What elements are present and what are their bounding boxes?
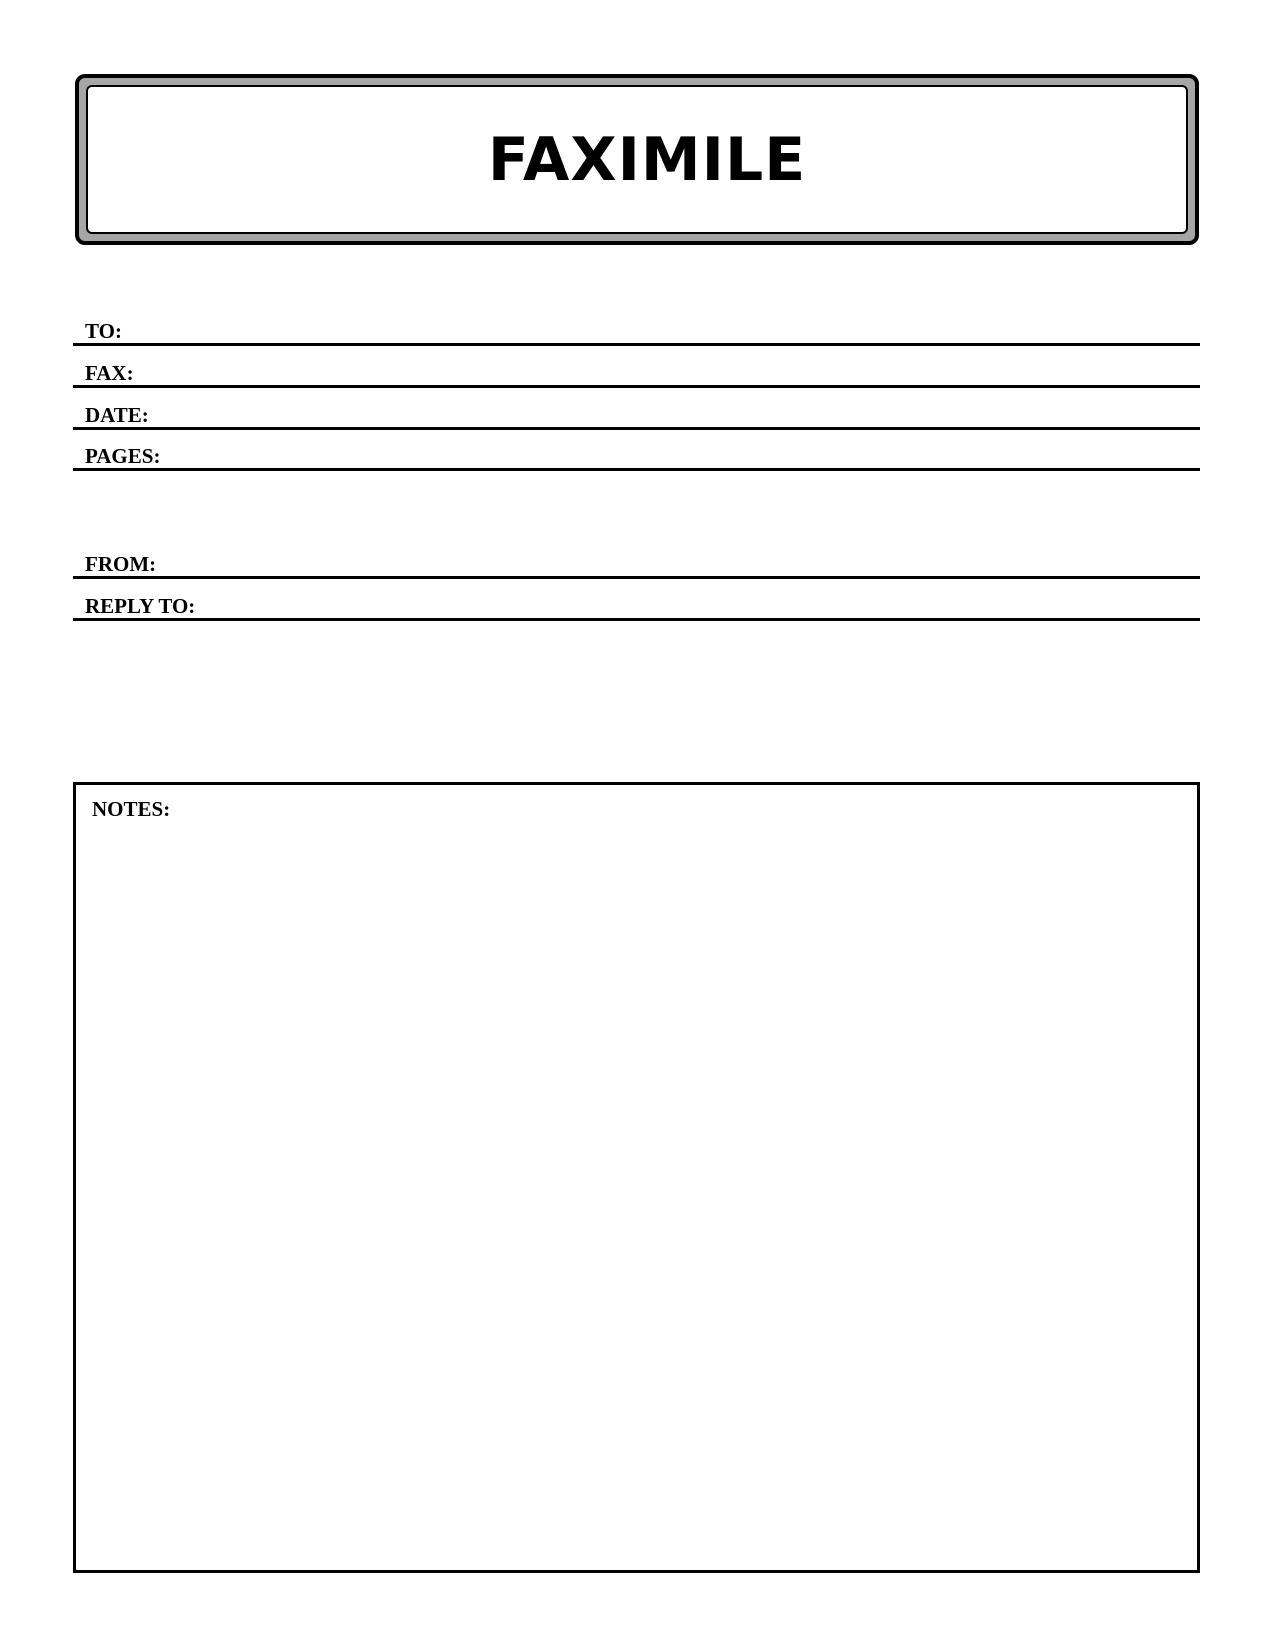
field-fax-value[interactable] — [233, 360, 1190, 384]
notes-box[interactable] — [73, 782, 1200, 1573]
page-title: FAXIMILE — [487, 124, 807, 195]
field-pages-label: PAGES: — [85, 444, 161, 468]
field-fax[interactable] — [73, 350, 1200, 388]
field-reply-to[interactable] — [73, 583, 1200, 621]
title-banner-inner — [86, 85, 1188, 234]
field-date-value[interactable] — [233, 402, 1190, 426]
field-to[interactable] — [73, 308, 1200, 346]
field-from-value[interactable] — [233, 551, 1190, 575]
field-pages-value[interactable] — [233, 443, 1190, 467]
title-banner — [75, 74, 1199, 245]
field-from[interactable] — [73, 541, 1200, 579]
field-reply-to-value[interactable] — [283, 593, 1190, 617]
field-reply-to-label: REPLY TO: — [85, 594, 196, 618]
field-to-label: TO: — [85, 319, 122, 343]
notes-body[interactable] — [92, 833, 1181, 1554]
field-pages[interactable] — [73, 433, 1200, 471]
field-date-label: DATE: — [85, 403, 149, 427]
field-fax-label: FAX: — [85, 361, 134, 385]
notes-label: NOTES: — [92, 797, 171, 821]
field-from-label: FROM: — [85, 552, 157, 576]
field-to-value[interactable] — [233, 318, 1190, 342]
field-date[interactable] — [73, 392, 1200, 430]
